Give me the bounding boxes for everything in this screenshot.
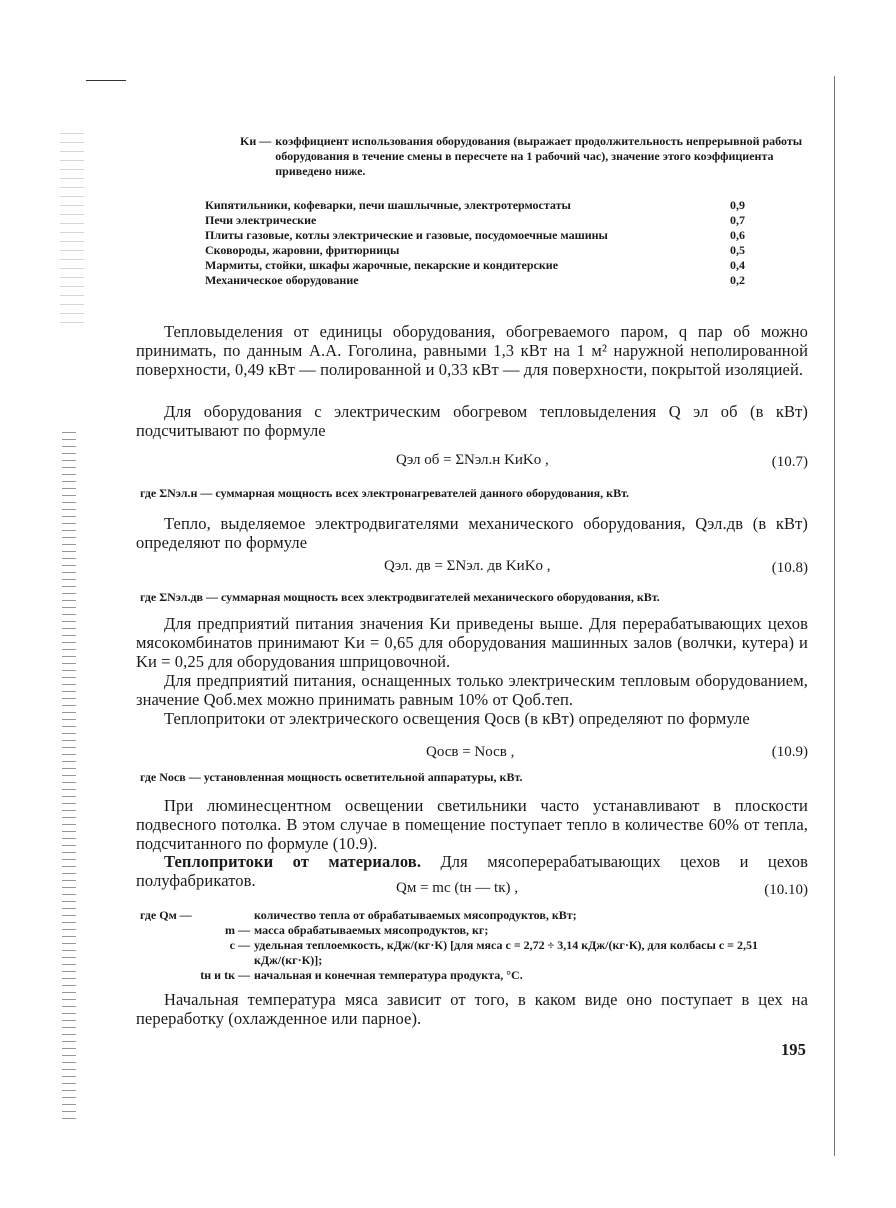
- list-item: c — удельная теплоемкость, кДж/(кг·К) [для мяса c = 2,72 ÷ 3,14 кДж/(кг·К), для колбасы c = 2,51 кДж/(кг·К)];: [229, 938, 759, 967]
- where-list-4: [140, 908, 812, 983]
- table-row: Механическое оборудование 0,2: [205, 273, 745, 287]
- paragraph-7: При люминесцентном освещении светильники часто устанавливают в плоскости подвесного потолка. В этом случае в помещение поступает тепло в количестве 60% от тепла, подсчитанного по формуле (10.9).: [136, 796, 808, 853]
- table-row: Плиты газовые, котлы электрические и газовые, посудомоечные машины 0,6: [205, 228, 745, 242]
- list-item: где Qм — количество тепла от обрабатываемых мясопродуктов, кВт;: [140, 908, 577, 922]
- paragraph-2: Для оборудования с электрическим обогревом тепловыделения Q эл об (в кВт) подсчитывают по формуле: [136, 402, 808, 440]
- paragraph-8-heading: Теплопритоки от материалов.: [164, 852, 422, 871]
- paragraph-4: Для предприятий питания значения Kи приведены выше. Для перерабатывающих цехов мясокомбинатов принимают Kи = 0,65 для оборудования машинных залов (волчки, кутера) и Kи = 0,25 для оборудования шприцовочной.: [136, 614, 808, 671]
- equation-number-10-8: (10.8): [771, 560, 808, 576]
- equation-number-10-9: (10.9): [771, 744, 808, 760]
- coefficient-table: [205, 198, 745, 288]
- equation-10-9: Qосв = Nосв ,: [426, 744, 515, 760]
- paragraph-6: Теплопритоки от электрического освещения Qосв (в кВт) определяют по формуле: [164, 709, 750, 728]
- table-row: Печи электрические 0,7: [205, 213, 745, 227]
- list-item: tн и tк — начальная и конечная температура продукта, °С.: [200, 968, 523, 982]
- paragraph-3: Тепло, выделяемое электродвигателями механического оборудования, Qэл.дв (в кВт) определяют по формуле: [136, 514, 808, 552]
- page-edge-line: [834, 76, 835, 1156]
- paragraph-5: Для предприятий питания, оснащенных только электрическим тепловым оборудованием, значение Qоб.мех можно принимать равным 10% от Qоб.теп.: [136, 671, 808, 709]
- equation-10-8: Qэл. дв = ΣNэл. дв KиKо ,: [384, 558, 551, 574]
- definition-k: [240, 134, 810, 179]
- where-3: где Nосв — установленная мощность осветительной аппаратуры, кВт.: [140, 770, 523, 784]
- table-row: Мармиты, стойки, шкафы жарочные, пекарские и кондитерские 0,4: [205, 258, 745, 272]
- top-rule: [86, 80, 126, 81]
- equation-number-10-7: (10.7): [771, 454, 808, 470]
- table-row: Кипятильники, кофеварки, печи шашлычные, электротермостаты 0,9: [205, 198, 745, 212]
- paragraph-9: Начальная температура мяса зависит от того, в каком виде оно поступает в цех на переработку (охлажденное или парное).: [136, 990, 808, 1028]
- equation-10-10: Qм = mc (tн — tк) ,: [396, 880, 518, 896]
- equation-10-7: Qэл об = ΣNэл.н KиKо ,: [396, 452, 549, 468]
- page-number: 195: [780, 1040, 806, 1059]
- table-row: Сковороды, жаровни, фритюрницы 0,5: [205, 243, 745, 257]
- scan-noise: [60, 130, 84, 330]
- definition-symbol: Kи —: [240, 134, 272, 148]
- paragraph-1: Тепловыделения от единицы оборудования, обогреваемого паром, q пар об можно принимать, по данным А.А. Гоголина, равными 1,3 кВт на 1 м² наружной неполированной поверхности, 0,49 кВт — полированной и 0,33 кВт — для поверхности, покрытой изоляцией.: [136, 322, 808, 379]
- paragraph-8-text: Для мясоперерабатывающих цехов и цехов полуфабрикатов.: [136, 852, 808, 890]
- scan-binding-edge: [62, 430, 76, 1120]
- definition-text: коэффициент использования оборудования (выражает продолжительность непрерывной работы оборудования в течение смены в пересчете на 1 рабочий час), значение этого коэффициента приведено ниже.: [275, 134, 803, 178]
- where-2: где ΣNэл.дв — суммарная мощность всех электродвигателей механического оборудования, кВт.: [140, 590, 660, 604]
- list-item: m — масса обрабатываемых мясопродуктов, кг;: [225, 923, 489, 937]
- equation-number-10-10: (10.10): [764, 882, 808, 898]
- where-1: где ΣNэл.н — суммарная мощность всех электронагревателей данного оборудования, кВт.: [140, 486, 630, 500]
